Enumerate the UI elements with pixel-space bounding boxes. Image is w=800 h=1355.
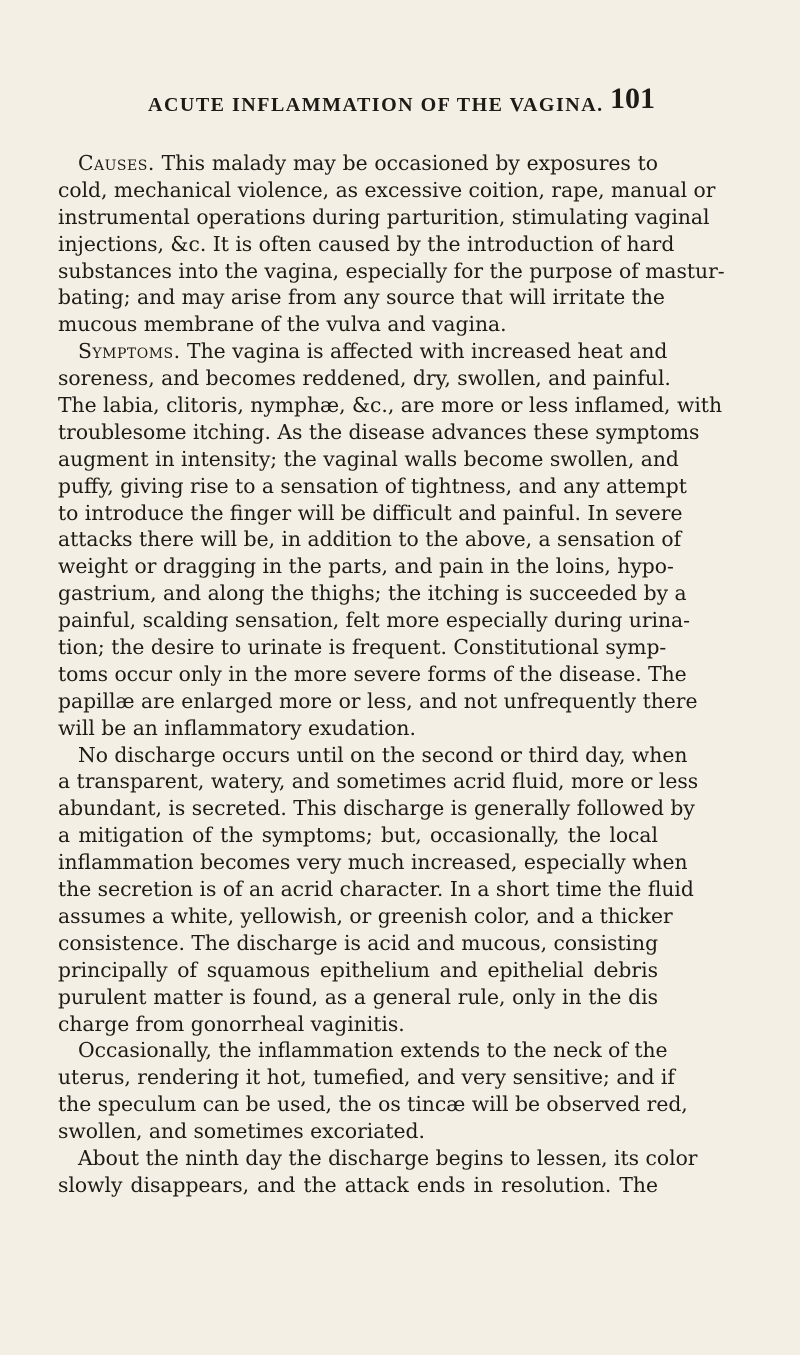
- line-text: attacks there will be, in addition to the above, a sensation of: [58, 527, 682, 552]
- line-text: mucous membrane of the vulva and vagina.: [58, 312, 507, 337]
- text-line: [58, 1145, 698, 1172]
- text-line: [58, 822, 658, 849]
- text-line: [58, 311, 658, 338]
- text-line: [58, 1118, 658, 1145]
- text-line: [58, 500, 683, 527]
- text-line: [58, 661, 687, 688]
- text-line: [58, 1037, 668, 1064]
- text-line: [58, 742, 688, 769]
- text-line: [58, 795, 695, 822]
- body-text: [58, 150, 725, 1199]
- line-text: Occasionally, the inflammation extends to the neck of the: [78, 1038, 668, 1063]
- page-number: 101: [610, 82, 655, 115]
- line-text: instrumental operations during parturition, stimulating vaginal: [58, 204, 710, 229]
- line-text: gastrium, and along the thighs; the itching is succeeded by a: [58, 581, 687, 606]
- line-text: painful, scalding sensation, felt more especially during urina-: [58, 608, 691, 633]
- line-text: will be an inflammatory exudation.: [58, 715, 416, 740]
- text-line: [58, 957, 658, 984]
- running-title: ACUTE INFLAMMATION OF THE VAGINA.: [148, 94, 604, 116]
- text-line: [58, 419, 700, 446]
- line-text: assumes a white, yellowish, or greenish color, and a thicker: [58, 903, 673, 928]
- text-line: [58, 1064, 675, 1091]
- text-line: [58, 930, 658, 957]
- line-text: soreness, and becomes reddened, dry, swollen, and painful.: [58, 366, 671, 391]
- line-text: a mitigation of the symptoms; but, occasionally, the local: [58, 823, 658, 848]
- line-text: uterus, rendering it hot, tumefied, and very sensitive; and if: [58, 1065, 675, 1090]
- text-line: [58, 768, 699, 795]
- text-line: [58, 903, 673, 930]
- line-text: weight or dragging in the parts, and pain in the loins, hypo-: [58, 554, 674, 579]
- text-line: [58, 553, 674, 580]
- line-text: papillæ are enlarged more or less, and not unfrequently there: [58, 688, 698, 713]
- line-text: inflammation becomes very much increased, especially when: [58, 850, 688, 875]
- line-text: About the ninth day the discharge begins to lessen, its color: [78, 1145, 698, 1170]
- line-text: injections, &c. It is often caused by the introduction of hard: [58, 231, 675, 256]
- text-line: [58, 1091, 688, 1118]
- text-line: [58, 473, 687, 500]
- line-text: puffy, giving rise to a sensation of tightness, and any attempt: [58, 473, 687, 498]
- text-line: [58, 338, 668, 365]
- line-text: slowly disappears, and the attack ends in resolution. The: [58, 1172, 658, 1197]
- text-line: [58, 526, 682, 553]
- line-text: The labia, clitoris, nymphæ, &c., are more or less inflamed, with: [58, 393, 723, 418]
- line-text: the secretion is of an acrid character. In a short time the fluid: [58, 877, 694, 902]
- line-text: augment in intensity; the vaginal walls become swollen, and: [58, 446, 679, 471]
- line-text: abundant, is secreted. This discharge is generally followed by: [58, 796, 695, 821]
- text-line: [58, 258, 725, 285]
- section-lead: Symptoms.: [78, 339, 181, 364]
- text-line: [58, 607, 691, 634]
- line-text: bating; and may arise from any source that will irritate the: [58, 285, 665, 310]
- text-line: [58, 231, 675, 258]
- line-text: swollen, and sometimes excoriated.: [58, 1119, 425, 1144]
- line-text: a transparent, watery, and sometimes acrid fluid, more or less: [58, 769, 699, 794]
- line-text: substances into the vagina, especially for the purpose of mastur-: [58, 258, 725, 283]
- text-line: [58, 634, 667, 661]
- text-line: [58, 849, 688, 876]
- text-line: [58, 446, 679, 473]
- section-lead: Causes.: [78, 151, 155, 175]
- running-head: [0, 82, 800, 122]
- line-text: cold, mechanical violence, as excessive coition, rape, manual or: [58, 177, 716, 202]
- text-line: [58, 876, 694, 903]
- text-line: [58, 1011, 658, 1038]
- line-text: purulent matter is found, as a general rule, only in the dis: [58, 984, 658, 1009]
- line-text: The vagina is affected with increased heat and: [180, 339, 668, 364]
- text-line: [58, 580, 687, 607]
- line-text: the speculum can be used, the os tincæ will be observed red,: [58, 1092, 688, 1117]
- line-text: to introduce the finger will be difficult and painful. In severe: [58, 500, 683, 525]
- text-line: [58, 150, 658, 177]
- line-text: tion; the desire to urinate is frequent. Constitutional symp-: [58, 635, 667, 660]
- line-text: consistence. The discharge is acid and mucous, consisting: [58, 930, 659, 955]
- line-text: toms occur only in the more severe forms of the disease. The: [58, 661, 687, 686]
- text-line: [58, 984, 658, 1011]
- line-text: troublesome itching. As the disease advances these symptoms: [58, 419, 700, 444]
- text-line: [58, 688, 698, 715]
- line-text: No discharge occurs until on the second or third day, when: [78, 742, 688, 767]
- text-line: [58, 1172, 658, 1199]
- text-line: [58, 392, 723, 419]
- text-line: [58, 715, 658, 742]
- line-text: This malady may be occasioned by exposures to: [154, 151, 658, 175]
- line-text: charge from gonorrheal vaginitis.: [58, 1011, 405, 1036]
- text-line: [58, 177, 716, 204]
- text-line: [58, 365, 671, 392]
- text-line: [58, 284, 665, 311]
- line-text: principally of squamous epithelium and epithelial debris: [58, 957, 658, 982]
- text-line: [58, 204, 710, 231]
